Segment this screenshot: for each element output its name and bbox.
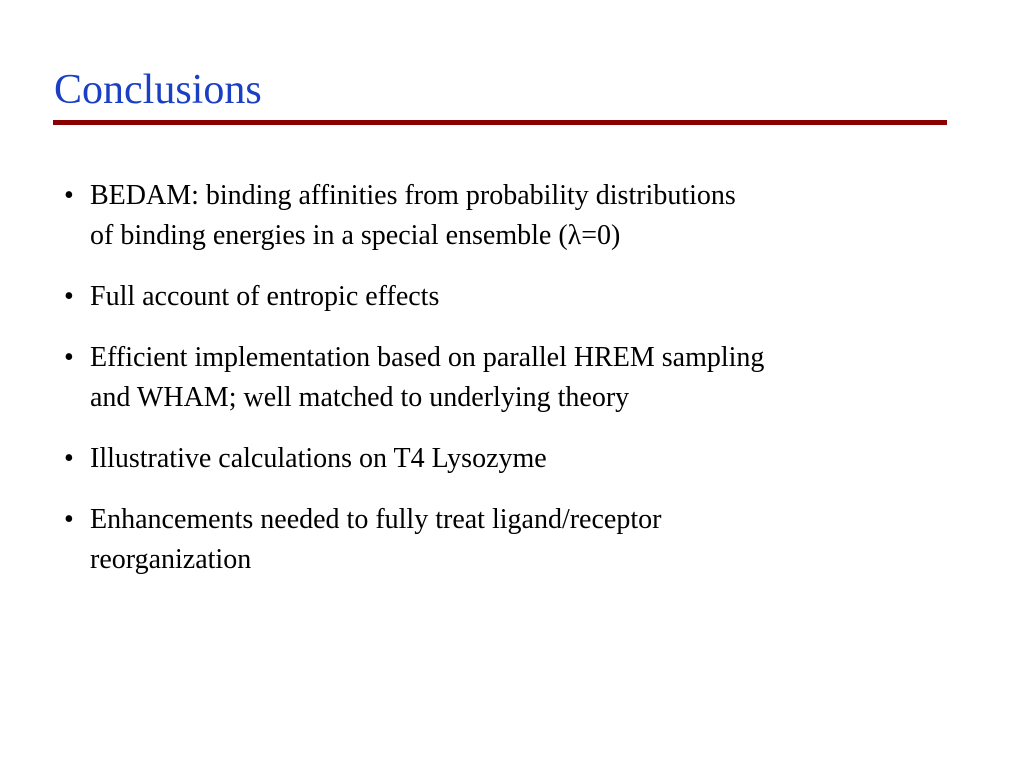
bullet-line: Enhancements needed to fully treat ligand/receptor bbox=[90, 504, 662, 535]
bullet-line: Full account of entropic effects bbox=[90, 281, 440, 312]
bullet-item-enhancements bbox=[60, 500, 940, 580]
bullet-icon: • bbox=[64, 180, 74, 211]
bullet-item-bedam bbox=[60, 176, 940, 256]
bullet-icon: • bbox=[64, 504, 74, 535]
bullet-item-entropic-effects bbox=[60, 277, 940, 317]
bullet-icon: • bbox=[64, 443, 74, 474]
bullet-line: of binding energies in a special ensemble (λ=0) bbox=[90, 220, 621, 251]
bullet-item-implementation bbox=[60, 338, 940, 418]
slide-title: Conclusions bbox=[54, 67, 262, 113]
bullet-line: Illustrative calculations on T4 Lysozyme bbox=[90, 443, 547, 474]
bullet-line: Efficient implementation based on parallel HREM sampling bbox=[90, 342, 765, 373]
bullet-line: and WHAM; well matched to underlying theory bbox=[90, 382, 630, 413]
conclusions-list bbox=[60, 176, 940, 601]
bullet-line: BEDAM: binding affinities from probability distributions bbox=[90, 180, 736, 211]
bullet-icon: • bbox=[64, 342, 74, 373]
bullet-line: reorganization bbox=[90, 544, 252, 575]
bullet-item-calculations bbox=[60, 439, 940, 479]
title-divider bbox=[53, 120, 947, 125]
bullet-icon: • bbox=[64, 281, 74, 312]
